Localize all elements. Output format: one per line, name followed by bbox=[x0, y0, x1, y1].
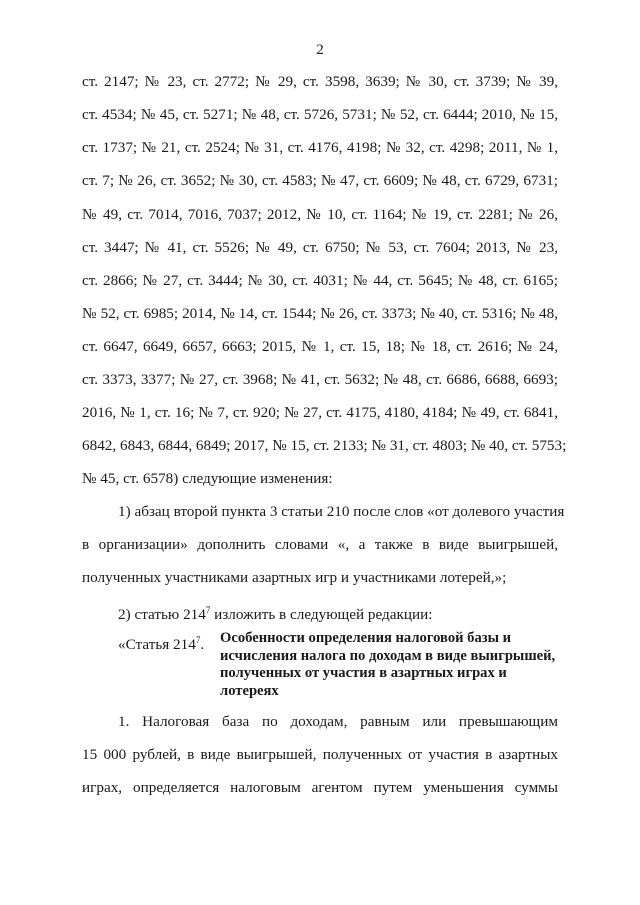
citation-line: № 49, ст. 7014, 7016, 7037; 2012, № 10, ст. 1164; № 19, ст. 2281; № 26, bbox=[82, 206, 558, 223]
para1-line: играх, определяется налоговым агентом путем уменьшения суммы bbox=[82, 779, 558, 796]
article-label-superscript: 7 bbox=[195, 635, 201, 645]
item2-line bbox=[118, 600, 558, 625]
citation-line: 2016, № 1, ст. 16; № 7, ст. 920; № 27, ст. 4175, 4180, 4184; № 49, ст. 6841, bbox=[82, 404, 558, 421]
item2-text-before: 2) статью 214 bbox=[118, 606, 206, 623]
citation-line: ст. 3447; № 41, ст. 5526; № 49, ст. 6750; № 53, ст. 7604; 2013, № 23, bbox=[82, 239, 558, 256]
item1-line: в организации» дополнить словами «, а также в виде выигрышей, bbox=[82, 536, 558, 553]
citation-line: № 45, ст. 6578) следующие изменения: bbox=[82, 470, 333, 487]
article-title: Особенности определения налоговой базы и исчисления налога по доходам в виде выигрышей, полученных от участия в азартных играх и лотереях bbox=[220, 630, 556, 699]
citation-line: ст. 4534; № 45, ст. 5271; № 48, ст. 5726, 5731; № 52, ст. 6444; 2010, № 15, bbox=[82, 106, 558, 123]
article-label-suffix: . bbox=[200, 636, 205, 653]
citation-line: 6842, 6843, 6844, 6849; 2017, № 15, ст. 2133; № 31, ст. 4803; № 40, ст. 5753; bbox=[82, 437, 567, 454]
citation-line: ст. 1737; № 21, ст. 2524; № 31, ст. 4176, 4198; № 32, ст. 4298; 2011, № 1, bbox=[82, 139, 558, 156]
para1-line: 15 000 рублей, в виде выигрышей, полученных от участия в азартных bbox=[82, 746, 558, 763]
citation-line: ст. 7; № 26, ст. 3652; № 30, ст. 4583; № 47, ст. 6609; № 48, ст. 6729, 6731; bbox=[82, 172, 558, 189]
citation-line: ст. 2147; № 23, ст. 2772; № 29, ст. 3598, 3639; № 30, ст. 3739; № 39, bbox=[82, 73, 558, 90]
item1-line: 1) абзац второй пункта 3 статьи 210 после слов «от долевого участия bbox=[118, 503, 565, 520]
item2-text-after: изложить в следующей редакции: bbox=[210, 606, 433, 623]
article-label bbox=[118, 630, 204, 655]
citation-line: ст. 6647, 6649, 6657, 6663; 2015, № 1, ст. 15, 18; № 18, ст. 2616; № 24, bbox=[82, 338, 558, 355]
item2-superscript: 7 bbox=[205, 605, 211, 615]
citation-line: ст. 3373, 3377; № 27, ст. 3968; № 41, ст. 5632; № 48, ст. 6686, 6688, 6693; bbox=[82, 371, 558, 388]
para1-line: 1. Налоговая база по доходам, равным или превышающим bbox=[118, 713, 558, 730]
item1-line: полученных участниками азартных игр и участниками лотерей,»; bbox=[82, 569, 507, 586]
article-label-prefix: «Статья 214 bbox=[118, 636, 196, 653]
page-number: 2 bbox=[316, 42, 324, 58]
citation-line: ст. 2866; № 27, ст. 3444; № 30, ст. 4031; № 44, ст. 5645; № 48, ст. 6165; bbox=[82, 272, 558, 289]
citation-line: № 52, ст. 6985; 2014, № 14, ст. 1544; № 26, ст. 3373; № 40, ст. 5316; № 48, bbox=[82, 305, 558, 322]
